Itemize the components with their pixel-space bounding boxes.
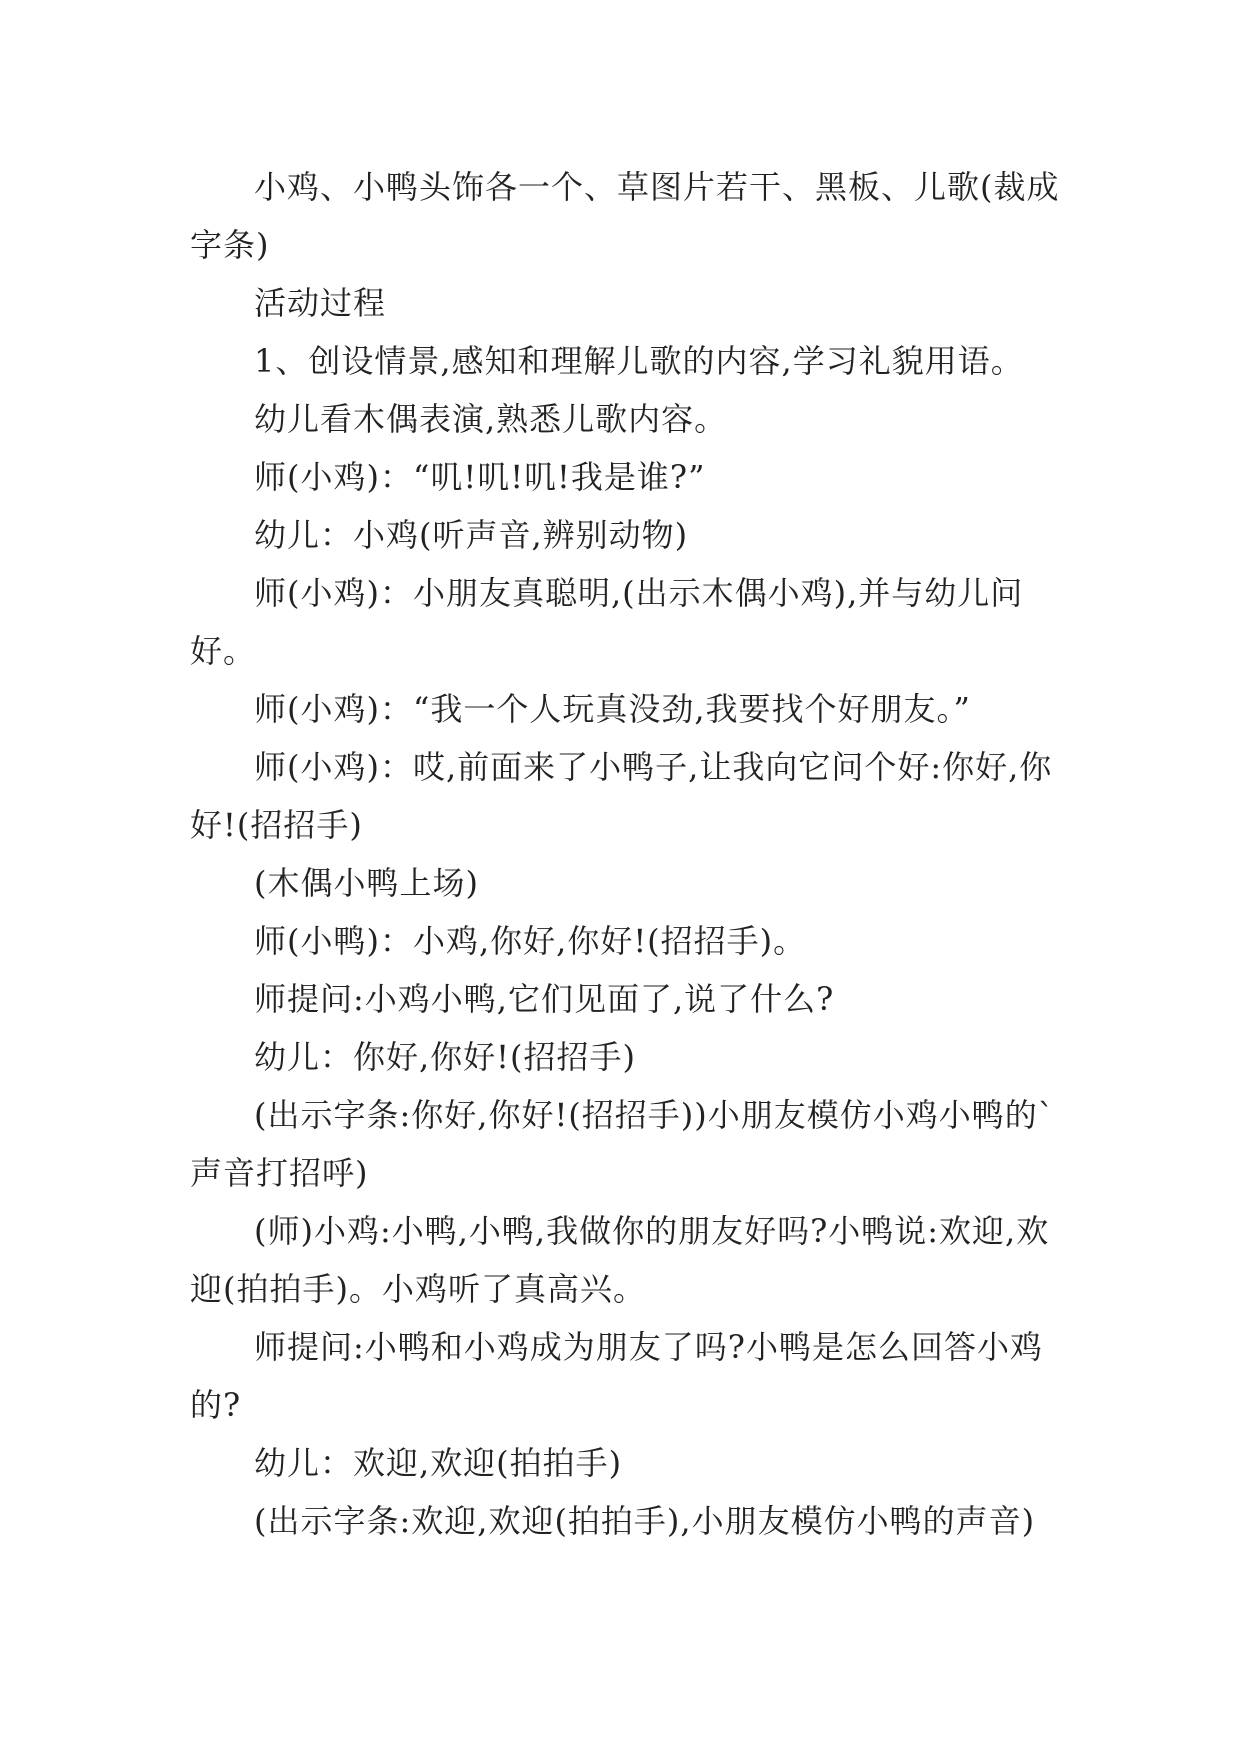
paragraph: (出示字条:你好,你好!(招招手))小朋友模仿小鸡小鸭的`声音打招呼) [190, 1096, 1055, 1192]
paragraph: 幼儿看木偶表演,熟悉儿歌内容。 [254, 400, 728, 438]
paragraph: 师(小鸡)：小朋友真聪明,(出示木偶小鸡),并与幼儿问好。 [190, 574, 1024, 670]
paragraph: 1、创设情景,感知和理解儿歌的内容,学习礼貌用语。 [254, 342, 1024, 380]
paragraph: 幼儿：小鸡(听声音,辨别动物) [254, 516, 689, 554]
paragraph: 师提问:小鸭和小鸡成为朋友了吗?小鸭是怎么回答小鸡的? [190, 1328, 1043, 1424]
paragraph: 师(小鸡)：“叽!叽!叽!我是谁?” [254, 458, 706, 496]
paragraph: (木偶小鸭上场) [254, 864, 479, 902]
paragraph: (出示字条:欢迎,欢迎(拍拍手),小朋友模仿小鸭的声音) [254, 1502, 1036, 1540]
section-heading: 活动过程 [254, 284, 387, 322]
paragraph: 师(小鸡)：“我一个人玩真没劲,我要找个好朋友。” [254, 690, 971, 728]
document-body [190, 158, 1070, 1550]
paragraph: 小鸡、小鸭头饰各一个、草图片若干、黑板、儿歌(裁成字条) [190, 168, 1060, 264]
paragraph: 幼儿：你好,你好!(招招手) [254, 1038, 637, 1076]
paragraph: 师提问:小鸡小鸭,它们见面了,说了什么? [254, 980, 835, 1018]
paragraph: 师(小鸡)：哎,前面来了小鸭子,让我向它问个好:你好,你好!(招招手) [190, 748, 1053, 844]
paragraph: 师(小鸭)：小鸡,你好,你好!(招招手)。 [254, 922, 807, 960]
paragraph: 幼儿：欢迎,欢迎(拍拍手) [254, 1444, 623, 1482]
paragraph: (师)小鸡:小鸭,小鸭,我做你的朋友好吗?小鸭说:欢迎,欢迎(拍拍手)。小鸡听了真高兴。 [190, 1212, 1050, 1308]
